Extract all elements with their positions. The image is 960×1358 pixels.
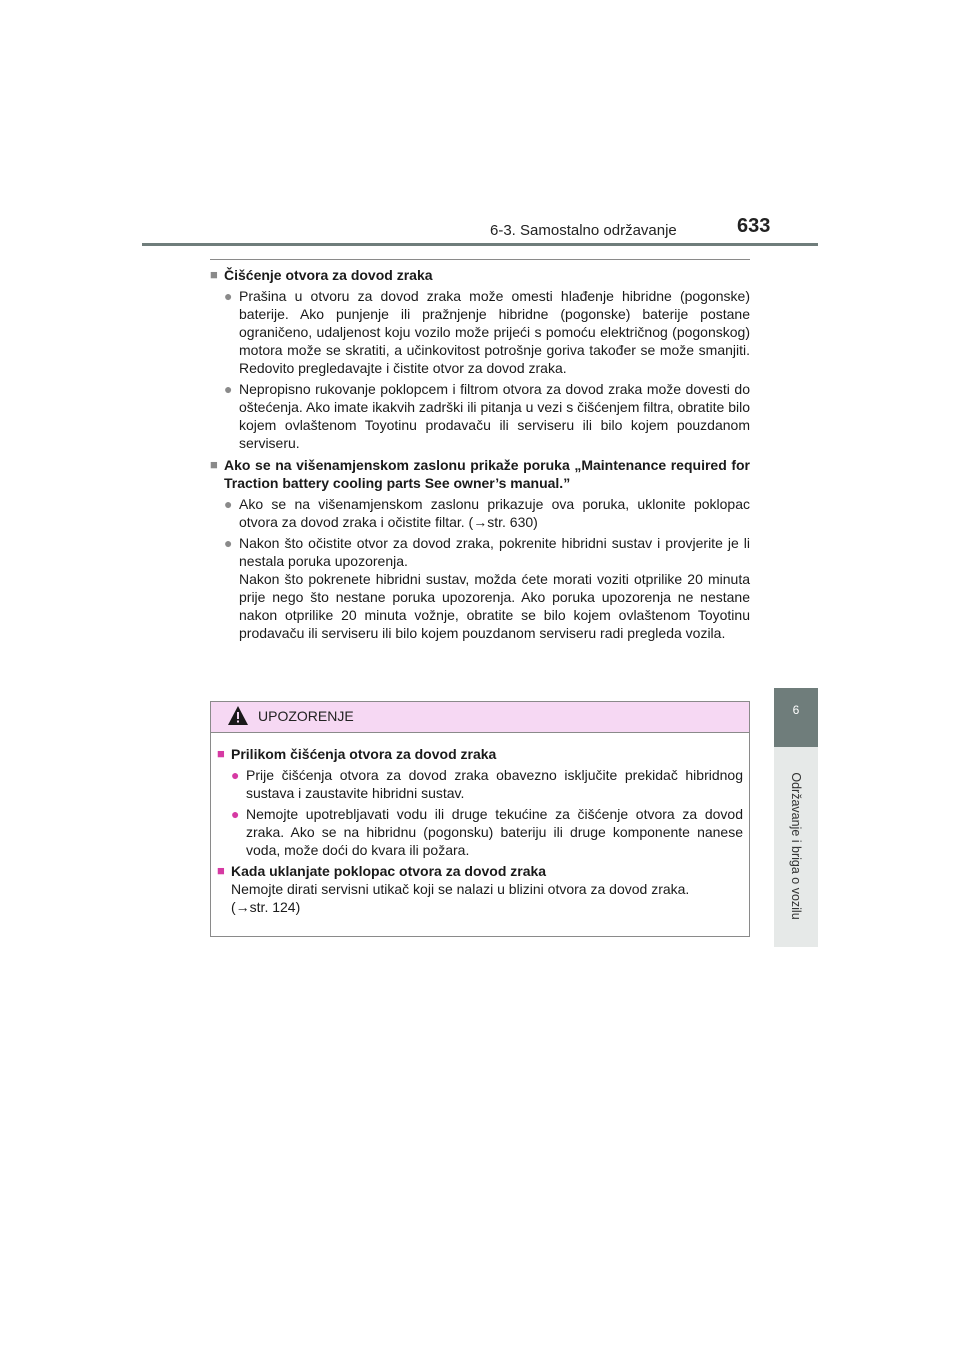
warning-body [211,733,749,916]
circle-bullet-icon: ● [224,288,233,304]
page-number: 633 [737,215,771,237]
content-top-rule [210,259,750,260]
circle-bullet-icon: ● [231,806,240,822]
list-item-text [239,495,750,531]
circle-bullet-icon: ● [231,767,240,783]
warning-subheading-text: Prilikom čišćenja otvora za dovod zraka [231,746,497,762]
square-bullet-icon: ■ [217,863,225,878]
paren-open: ( [231,899,236,915]
chapter-number: 6 [792,703,800,717]
list-item-text: Prašina u otvoru za dovod zraka može omesti hlađenje hibridne (pogonske) baterije. Ako punjenje ili pražnjenje hibridne (pogonske) baterije postane ograničeno, udaljenost koju vozilo može prijeći s pomoću električnog (pogonskog) motora može se skratiti, a učinkovitost potrošnje goriva također se može smanjiti. Redovito pregledavajte i čistite otvor za dovod zraka. [239,288,750,376]
chapter-label: Održavanje i briga o vozilu [789,772,803,920]
circle-bullet-icon: ● [224,535,233,551]
warning-triangle-icon [227,705,249,726]
warning-box [210,701,750,937]
main-content [210,264,750,642]
circle-bullet-icon: ● [224,496,233,512]
paren-close: ) [295,899,301,915]
warning-title: UPOZORENJE [258,708,354,724]
warning-item-text: Nemojte upotrebljavati vodu ili druge tekućine za čišćenje otvora za dovod zraka. Ako se na hibridnu (pogonsku) bateriju ili druge komponente nanese voda, može doći do kvara ili požara. [246,806,743,858]
header-rule [142,243,818,246]
list-item [224,495,750,531]
section-heading [210,456,750,492]
list-item-text [239,534,750,642]
warning-item-text: Prije čišćenja otvora za dovod zraka obavezno isključite prekidač hibridnog sustava i zaustavite hibridni sustav. [246,767,743,801]
list-item-line: Nakon što očistite otvor za dovod zraka, pokrenite hibridni sustav i provjerite je li nestala poruka upozorenja. [239,535,750,569]
section-title: 6-3. Samostalno održavanje [490,222,677,239]
section-heading-text: Ako se na višenamjenskom zaslonu prikaže poruka „Maintenance required for Traction battery cooling parts See owner’s manual.” [224,457,750,491]
circle-bullet-icon: ● [224,381,233,397]
warning-subheading [217,862,743,880]
square-bullet-icon: ■ [217,746,225,761]
warning-list-item [231,766,743,802]
section-heading-text: Čišćenje otvora za dovod zraka [224,267,433,283]
list-item [224,534,750,642]
list-item-body: Ako se na višenamjenskom zaslonu prikazuje ova poruka, uklonite poklopac otvora za dovod zraka i očistite filtar. ( [239,496,750,530]
list-item-text: Nepropisno rukovanje poklopcem i filtrom otvora za dovod zraka može dovesti do oštećenja. Ako imate ikakvih zadrški ili pitanja u vezi s čišćenjem filtra, obratite bilo kojem ovlaštenom Toyotinu prodavaču ili serviseru ili bilo kojem pouzdanom serviseru. [239,381,750,451]
chapter-tab [774,688,818,747]
page-reference-link[interactable]: →str. 630 [473,514,534,530]
warning-paragraph-text: Nemojte dirati servisni utikač koji se nalazi u blizini otvora za dovod zraka. [231,881,690,897]
section-heading [210,266,750,284]
square-bullet-icon: ■ [210,267,218,282]
warning-header [211,702,749,733]
list-item-line: Nakon što pokrenete hibridni sustav, možda ćete morati voziti otprilike 20 minuta prije nego što nestane poruka upozorenja. Ako poruka upozorenja ne nestane nakon otprilike 20 minuta vožnje, obratite se bilo kojem ovlaštenom Toyotinu prodavaču ili serviseru ili bilo kojem pouzdanom serviseru radi pregleda vozila. [239,571,750,641]
warning-subheading [217,745,743,763]
paren-close: ) [533,514,538,530]
warning-list-item [231,805,743,859]
list-item [224,287,750,377]
page-reference-link[interactable]: →str. 124 [235,899,296,915]
warning-subheading-text: Kada uklanjate poklopac otvora za dovod zraka [231,863,547,879]
square-bullet-icon: ■ [210,457,218,472]
warning-paragraph [231,880,743,916]
list-item [224,380,750,452]
